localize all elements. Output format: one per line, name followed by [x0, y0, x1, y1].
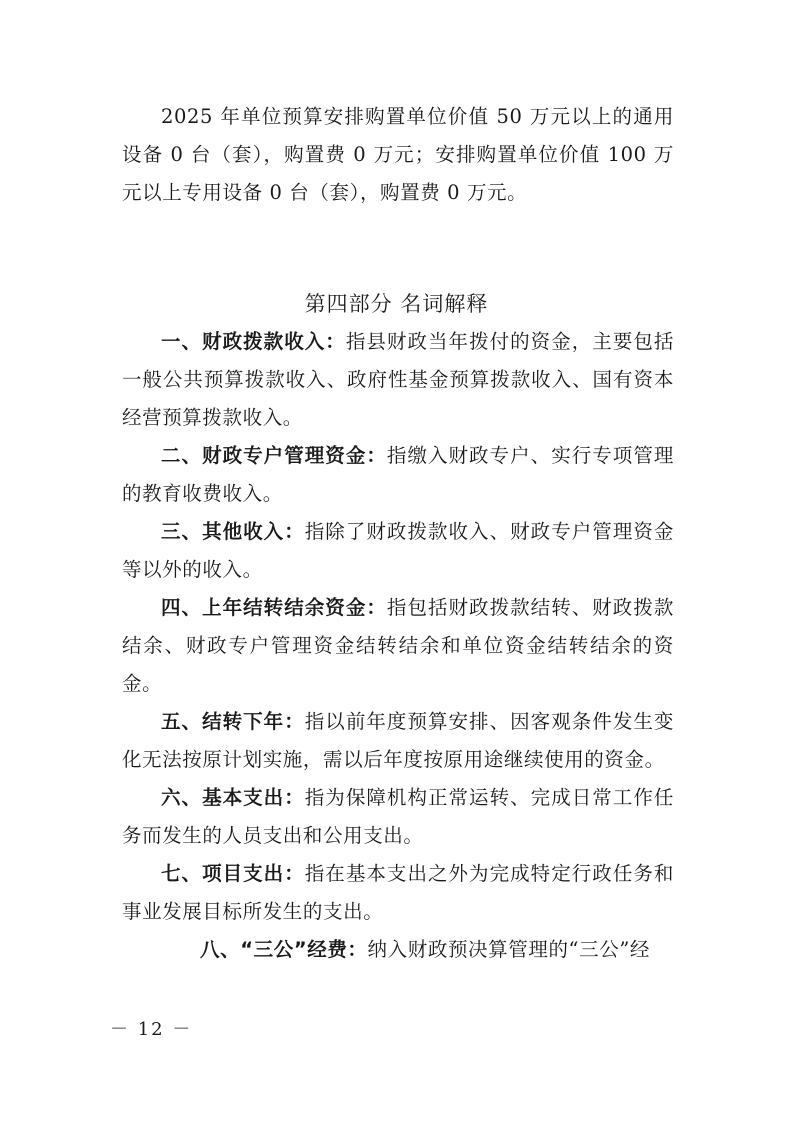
term-definition: 指县财政当年拨付的资金，主要包括一般公共预算拨款收入、政府性基金预算拨款收入、国有资本经营预算拨款收入。	[122, 330, 674, 429]
term-definition: 指缴入财政专户、实行专项管理的教育收费收入。	[122, 444, 674, 505]
glossary-item-3	[122, 513, 674, 589]
glossary-list	[122, 323, 674, 969]
glossary-item-7	[122, 855, 674, 931]
term-label: 一、财政拨款收入：	[161, 330, 346, 353]
term-label: 六、基本支出：	[161, 786, 305, 809]
term-definition: 指除了财政拨款收入、财政专户管理资金等以外的收入。	[122, 520, 674, 581]
glossary-item-8	[122, 931, 674, 969]
glossary-item-6	[122, 779, 674, 855]
term-label: 二、财政专户管理资金：	[161, 444, 387, 467]
term-definition: 指为保障机构正常运转、完成日常工作任务而发生的人员支出和公用支出。	[122, 786, 674, 847]
term-definition: 指在基本支出之外为完成特定行政任务和事业发展目标所发生的支出。	[122, 862, 674, 923]
glossary-item-1	[122, 323, 674, 437]
term-label: 七、项目支出：	[161, 862, 305, 885]
section-title: 第四部分 名词解释	[304, 292, 489, 316]
term-label: 三、其他收入：	[161, 520, 305, 543]
term-definition: 纳入财政预决算管理的“三公”经	[367, 938, 650, 961]
term-label: 五、结转下年：	[161, 710, 305, 733]
glossary-item-4	[122, 589, 674, 703]
term-definition: 指以前年度预算安排、因客观条件发生变化无法按原计划实施，需以后年度按原用途继续使用的资金。	[122, 710, 674, 771]
term-label: 八、“三公”经费：	[200, 938, 368, 961]
intro-section	[122, 98, 674, 212]
glossary-item-5	[122, 703, 674, 779]
page-number: － 12 －	[110, 1019, 193, 1040]
intro-paragraph: 2025 年单位预算安排购置单位价值 50 万元以上的通用设备 0 台（套），购置费 0 万元；安排购置单位价值 100 万元以上专用设备 0 台（套），购置费 0 万元。	[122, 105, 674, 204]
glossary-item-2	[122, 437, 674, 513]
term-label: 四、上年结转结余资金：	[161, 596, 387, 619]
term-definition: 指包括财政拨款结转、财政拨款结余、财政专户管理资金结转结余和单位资金结转结余的资金。	[122, 596, 674, 695]
